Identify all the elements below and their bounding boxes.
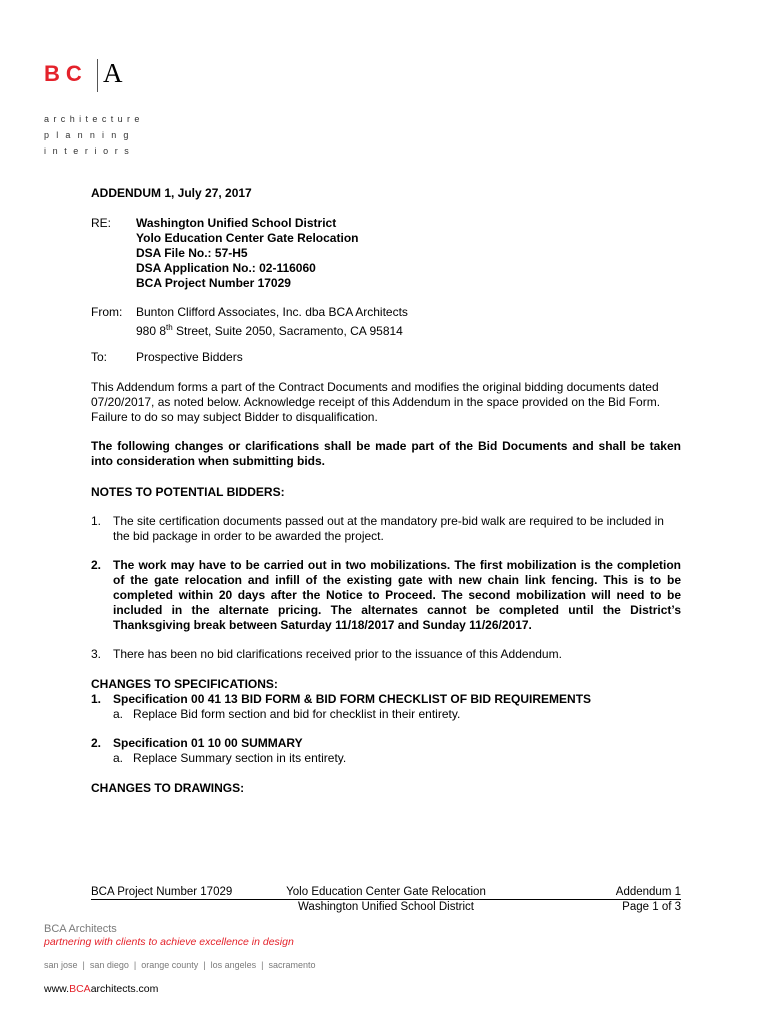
from-block bbox=[91, 305, 681, 339]
changes-notice: The following changes or clarifications shall be made part of the Bid Documents and shall be taken into consideration when submitting bids. bbox=[91, 439, 681, 468]
spec-item: 2. Specification 01 10 00 SUMMARY a. Replace Summary section in its entirety. bbox=[91, 736, 347, 765]
to-value: Prospective Bidders bbox=[136, 350, 243, 364]
logo-bc: BC bbox=[44, 61, 88, 86]
from-label: From: bbox=[91, 305, 123, 319]
from-line-2: 980 8th Street, Suite 2050, Sacramento, CA 95814 bbox=[136, 323, 403, 338]
re-line: BCA Project Number 17029 bbox=[136, 276, 291, 290]
tagline-planning: planning bbox=[44, 130, 136, 140]
tagline-interiors: interiors bbox=[44, 146, 136, 156]
re-label: RE: bbox=[91, 216, 112, 230]
footer-page-number: Page 1 of 3 bbox=[622, 901, 681, 913]
logo-a: A bbox=[103, 58, 123, 88]
re-line: DSA File No.: 57-H5 bbox=[136, 246, 248, 260]
footer-district: Washington Unified School District bbox=[298, 901, 474, 913]
specs-heading: CHANGES TO SPECIFICATIONS: bbox=[91, 677, 278, 691]
firm-offices: san jose | san diego | orange county | los angeles | sacramento bbox=[44, 960, 316, 970]
note-item: 3. There has been no bid clarifications received prior to the issuance of this Addendum. bbox=[91, 647, 562, 661]
re-line: DSA Application No.: 02-116060 bbox=[136, 261, 316, 275]
firm-slogan: partnering with clients to achieve excellence in design bbox=[44, 936, 294, 948]
footer-project-title: Yolo Education Center Gate Relocation bbox=[286, 886, 486, 898]
page-footer bbox=[91, 885, 681, 914]
logo-divider bbox=[97, 59, 98, 92]
notes-heading: NOTES TO POTENTIAL BIDDERS: bbox=[91, 485, 285, 499]
re-block bbox=[91, 216, 681, 291]
to-label: To: bbox=[91, 350, 108, 364]
tagline-architecture: architecture bbox=[44, 114, 144, 124]
note-item: 2. The work may have to be carried out in two mobilizations. The first mobilization is the completion of the gate relocation and infill of the existing gate with new chain link fencing. This is to be completed within 20 days after the Notice to Proceed. The second mobilization will need to be included in the alternate pricing. The alternates cannot be completed until the District’s Thanksgiving break between Saturday 11/18/2017 and Sunday 11/26/2017. bbox=[91, 558, 681, 632]
re-line: Washington Unified School District bbox=[136, 216, 337, 230]
to-block bbox=[91, 350, 681, 365]
footer-addendum: Addendum 1 bbox=[615, 886, 681, 898]
addendum-title: ADDENDUM 1, July 27, 2017 bbox=[91, 186, 252, 200]
spec-item: 1. Specification 00 41 13 BID FORM & BID FORM CHECKLIST OF BID REQUIREMENTS a. Replace Bid form section and bid for checklist in their entirety. bbox=[91, 692, 592, 721]
intro-paragraph: This Addendum forms a part of the Contract Documents and modifies the original bidding documents dated 07/20/2017, as noted below. Acknowledge receipt of this Addendum in the space provided on the Bid Form. Failure to do so may subject Bidder to disqualification. bbox=[91, 380, 661, 424]
footer-project: BCA Project Number 17029 bbox=[91, 886, 233, 898]
drawings-heading: CHANGES TO DRAWINGS: bbox=[91, 781, 245, 795]
firm-name: BCA Architects bbox=[44, 923, 117, 935]
re-line: Yolo Education Center Gate Relocation bbox=[136, 231, 359, 245]
from-line-1: Bunton Clifford Associates, Inc. dba BCA Architects bbox=[136, 305, 408, 319]
note-item: 1. The site certification documents passed out at the mandatory pre-bid walk are required to be included in the bid package in order to be awarded the project. bbox=[91, 514, 664, 543]
re-lines bbox=[136, 216, 681, 291]
firm-website-link[interactable]: www.BCAarchitects.com bbox=[44, 983, 159, 995]
